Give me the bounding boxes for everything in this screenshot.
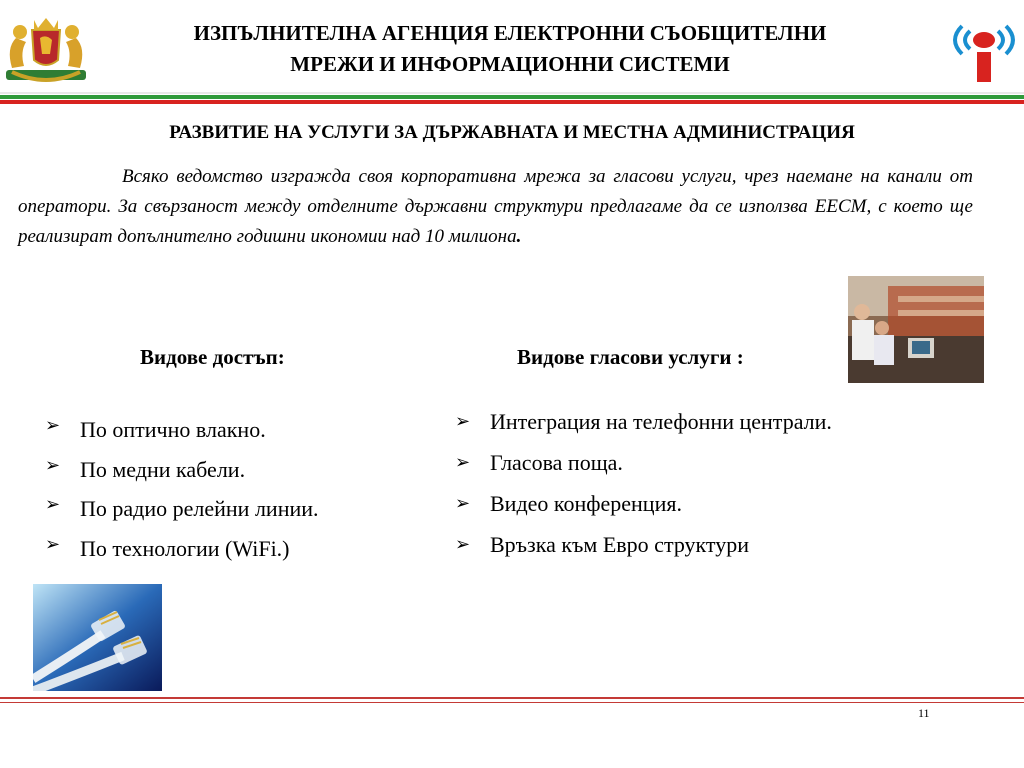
arrow-bullet-icon: ➢ <box>45 533 61 555</box>
footer-line-bottom <box>0 702 1024 703</box>
list-item: ➢ По медни кабели. <box>45 450 425 490</box>
intro-text: Всяко ведомство изгражда своя корпоративна мрежа за гласови услуги, чрез наемане на канали от оператори. За свързаност между отделните държавни структури предлагаме да се използва ЕЕСМ, с което ще реализират допълнително годишни икономии над 10 милиона <box>18 166 973 247</box>
arrow-bullet-icon: ➢ <box>455 411 471 432</box>
access-types-list <box>45 410 425 568</box>
header-band-white <box>0 92 1024 94</box>
intro-ending: . <box>516 226 522 247</box>
footer-line-top <box>0 697 1024 699</box>
slide-subtitle: РАЗВИТИЕ НА УСЛУГИ ЗА ДЪРЖАВНАТА И МЕСТНА АДМИНИСТРАЦИЯ <box>169 122 855 143</box>
coat-of-arms-logo <box>2 8 90 88</box>
agency-title-line1: ИЗПЪЛНИТЕЛНА АГЕНЦИЯ ЕЛЕКТРОННИ СЪОБЩИТЕЛНИ <box>193 21 827 45</box>
arrow-bullet-icon: ➢ <box>45 415 61 436</box>
list-item: ➢ По технологии (WiFi.) <box>45 529 425 569</box>
header-band-green <box>0 95 1024 99</box>
list-item: ➢ Връзка към Евро структури <box>455 532 750 557</box>
arrow-bullet-icon: ➢ <box>455 493 471 514</box>
intro-paragraph <box>18 162 973 252</box>
header-band-red <box>0 100 1024 104</box>
control-room-photo <box>848 276 984 383</box>
voice-services-list <box>455 408 845 572</box>
agency-title <box>110 18 910 80</box>
list-item: ➢ Интеграция на телефонни централи. <box>455 409 832 434</box>
list-item: ➢ По радио релейни линии. <box>45 489 425 529</box>
access-types-heading: Видове достъп: <box>140 345 285 369</box>
arrow-bullet-icon: ➢ <box>455 534 471 555</box>
list-item: ➢ Видео конференция. <box>455 491 682 516</box>
agency-signal-logo <box>944 18 1024 84</box>
network-cable-photo <box>33 584 162 691</box>
arrow-bullet-icon: ➢ <box>455 452 471 473</box>
list-item: ➢ Гласова поща. <box>455 450 623 475</box>
list-item: ➢ По оптично влакно. <box>45 410 425 450</box>
agency-title-line2: МРЕЖИ И ИНФОРМАЦИОННИ СИСТЕМИ <box>290 52 730 76</box>
page-number: 11 <box>918 706 930 720</box>
voice-services-heading: Видове гласови услуги : <box>517 345 744 369</box>
arrow-bullet-icon: ➢ <box>45 454 61 476</box>
arrow-bullet-icon: ➢ <box>45 494 61 515</box>
